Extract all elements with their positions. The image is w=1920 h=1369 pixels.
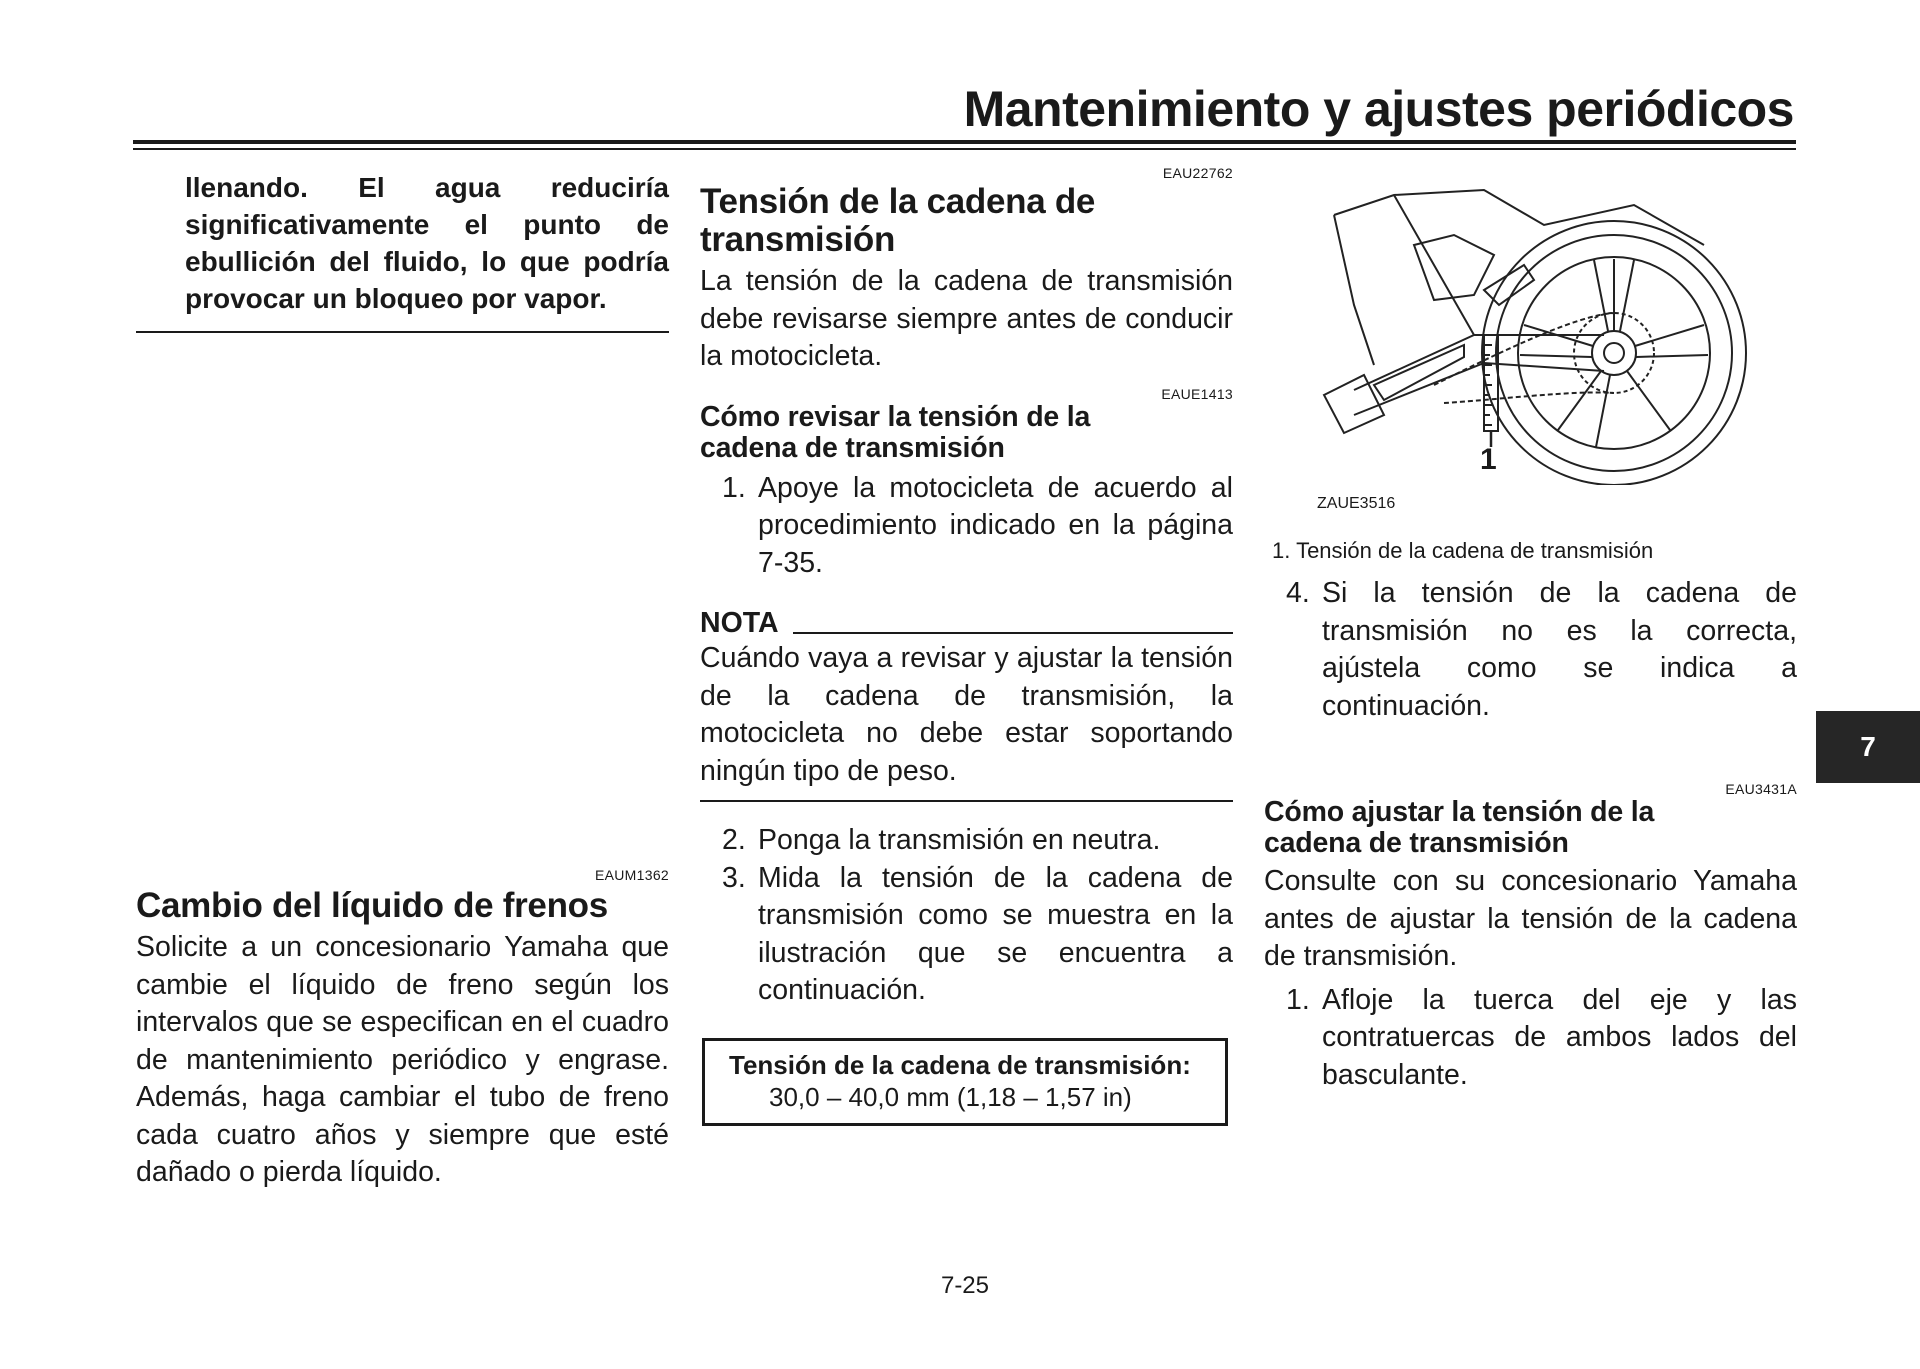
section-code-brake-fluid: EAUM1362 (595, 867, 669, 883)
sub-code-check: EAUE1413 (1161, 385, 1233, 402)
spec-value: 30,0 – 40,0 mm (1,18 – 1,57 in) (769, 1081, 1132, 1112)
check-steps-b (700, 822, 1233, 1010)
step-text: Afloje la tuerca del eje y las contratuercas de ambos lados del basculante. (1322, 983, 1797, 1091)
spec-box (702, 1038, 1228, 1126)
nota-header (700, 606, 1233, 640)
adjust-steps-b (1264, 982, 1797, 1095)
figure-code: ZAUE3516 (1317, 495, 1396, 512)
spec-label: Tensión de la cadena de transmisión: (729, 1049, 1191, 1080)
nota-header-rule (793, 632, 1233, 634)
step-text: Ponga la transmisión en neutra. (758, 824, 1161, 856)
header-rule-thin (133, 148, 1796, 150)
nota-end-rule (700, 800, 1233, 802)
step-text: Si la tensión de la cadena de transmisión no es la correcta, ajústela como se indica a continuación. (1322, 577, 1797, 722)
motorcycle-rear-wheel-illustration (1314, 185, 1754, 485)
column-right (1264, 165, 1797, 1094)
step-number: 1. (722, 471, 746, 504)
step-number: 2. (722, 824, 746, 856)
list-item (700, 822, 1233, 860)
header-rule-thick (133, 140, 1796, 144)
sub-title-adjust: Cómo ajustar la tensión de la cadena de transmisión (1264, 796, 1655, 859)
check-steps-a (700, 470, 1233, 583)
list-item (1264, 575, 1797, 725)
adjust-intro: Consulte con su concesionario Yamaha antes de ajustar la tensión de la cadena de transmisión. (1264, 865, 1797, 972)
chain-tension-figure (1314, 185, 1754, 485)
section-code-chain: EAU22762 (1162, 165, 1233, 181)
step-text: Apoye la motocicleta de acuerdo al procedimiento indicado en la página 7-35. (758, 471, 1233, 579)
list-item (700, 860, 1233, 1010)
page-header (133, 80, 1796, 150)
chapter-tab: 7 (1816, 711, 1920, 783)
step-number: 4. (1286, 577, 1310, 609)
column-middle (700, 165, 1233, 1126)
warning-continued-text: llenando. El agua reduciría significativamente el punto de ebullición del fluido, lo que podría provocar un bloqueo por vapor. (185, 172, 669, 314)
list-item (700, 470, 1233, 583)
column-left (136, 165, 669, 1192)
nota-text: Cuándo vaya a revisar y ajustar la tensión de la cadena de transmisión, la motocicleta no debe estar soportando ningún tipo de peso. (700, 642, 1233, 787)
chain-intro: La tensión de la cadena de transmisión debe revisarse siempre antes de conducir la motocicleta. (700, 265, 1233, 372)
nota-label: NOTA (700, 607, 779, 639)
page-title: Mantenimiento y ajustes periódicos (963, 81, 1794, 137)
figure-caption: 1. Tensión de la cadena de transmisión (1272, 538, 1654, 563)
step-number: 1. (1286, 983, 1310, 1016)
nota-block (700, 606, 1233, 802)
step-text: Mida la tensión de la cadena de transmisión como se muestra en la ilustración que se encuentra a continuación. (758, 861, 1233, 1006)
brake-fluid-body: Solicite a un concesionario Yamaha que cambie el líquido de freno según los intervalos que se especifican en el cuadro de mantenimiento periódico y engrase. Además, haga cambiar el tubo de freno cada cuatro años y siempre que esté dañado o pierda líquido. (136, 931, 669, 1188)
step-number: 3. (722, 861, 746, 894)
adjust-steps-a (1264, 575, 1797, 725)
section-title-chain: Tensión de la cadena de transmisión (700, 182, 1096, 259)
figure-callout-1: 1 (1480, 443, 1497, 476)
list-item (1264, 982, 1797, 1095)
sub-code-adjust: EAU3431A (1725, 781, 1797, 797)
sub-title-check: Cómo revisar la tensión de la cadena de transmisión (700, 400, 1091, 464)
section-title-brake-fluid: Cambio del líquido de frenos (136, 886, 608, 925)
page-number: 7-25 (940, 1272, 990, 1299)
